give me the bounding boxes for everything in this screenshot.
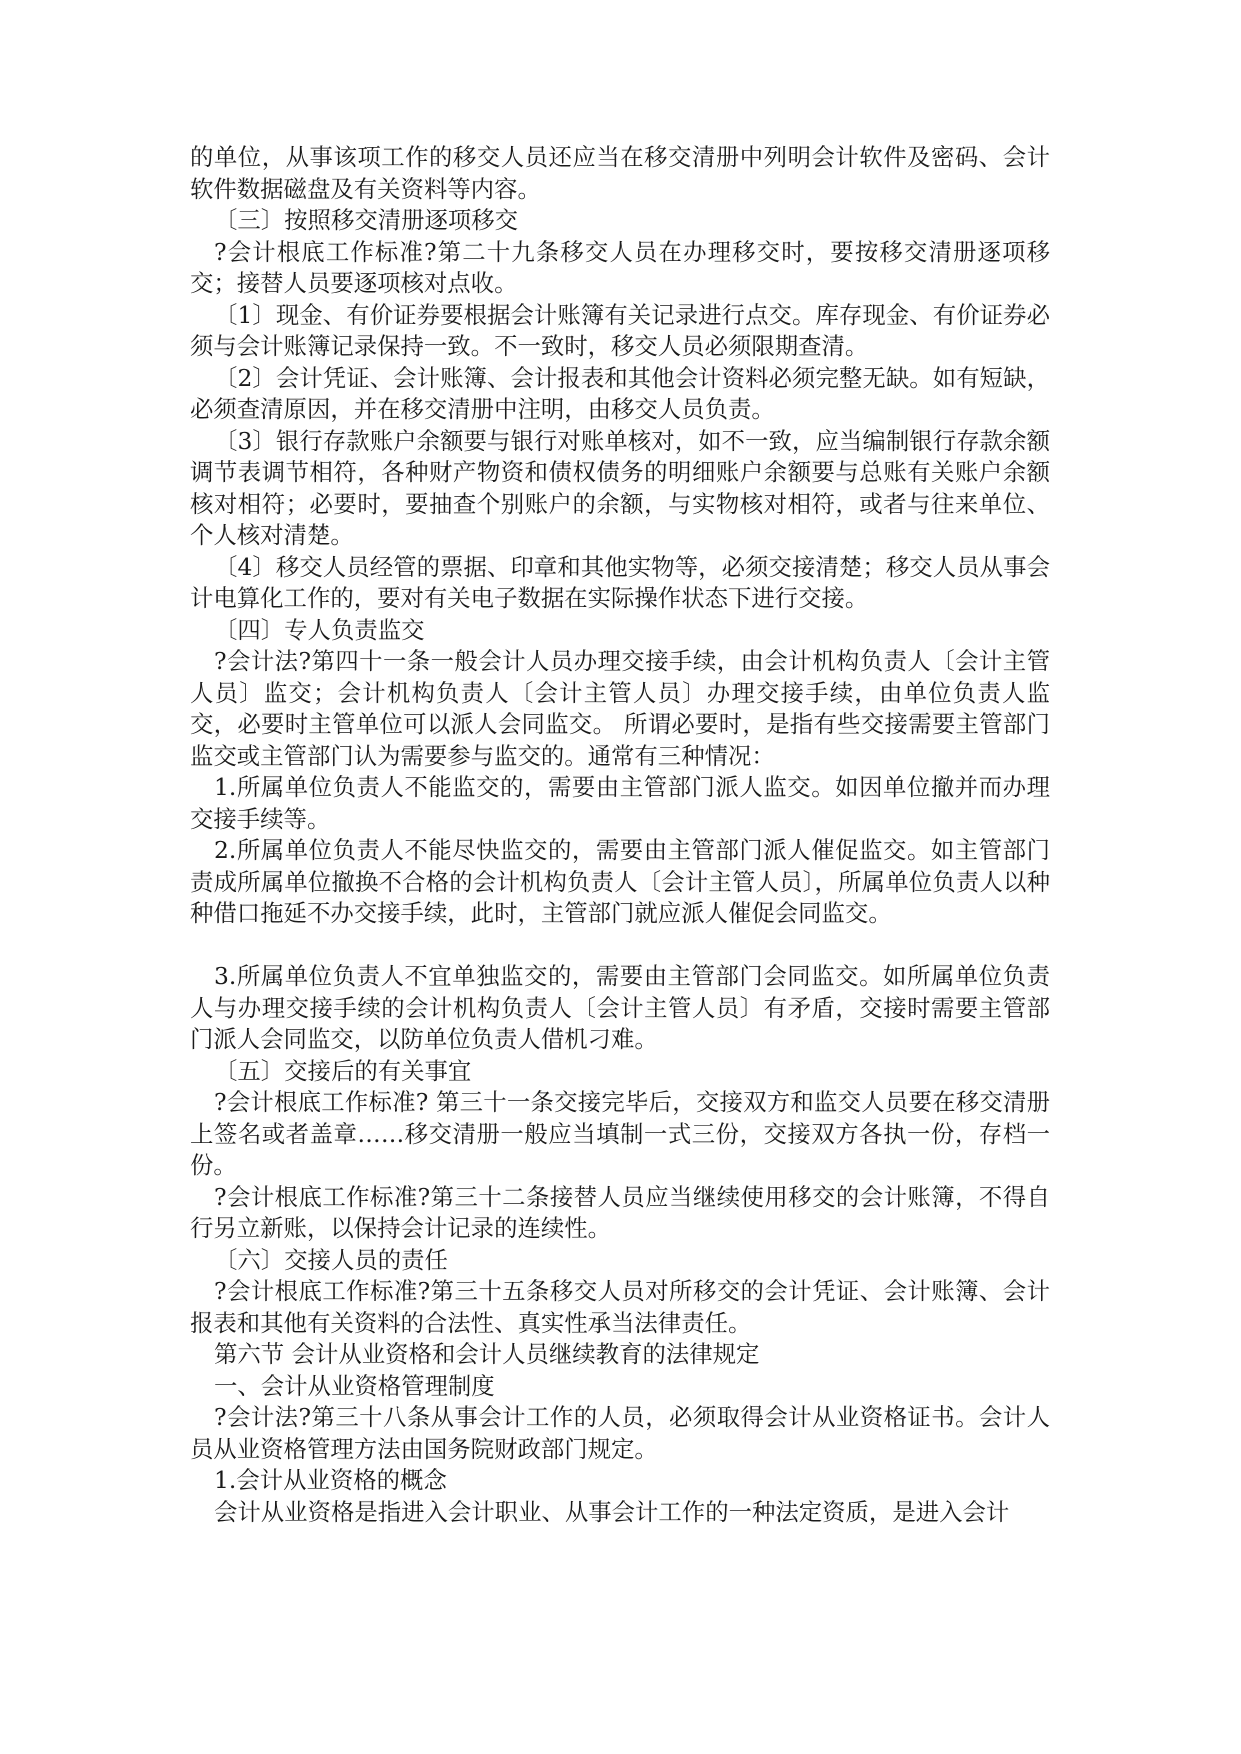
heading-section-3: 〔三〕按照移交清册逐项移交: [214, 206, 519, 234]
heading-section-6: 〔六〕交接人员的责任: [214, 1245, 448, 1274]
blank-line: [190, 930, 1050, 962]
paragraph-item-1: 〔1〕现金、有价证券要根据会计账簿有关记录进行点交。库存现金、有价证券必须与会计账簿记录保持一致。不一致时，移交人员必须限期查清。: [190, 300, 1050, 360]
heading-section-4: 〔四〕专人负责监交: [214, 615, 425, 644]
heading-qualification-system: 一、会计从业资格管理制度: [214, 1371, 495, 1400]
paragraph-item-2: 〔2〕会计凭证、会计账簿、会计报表和其他会计资料必须完整无缺。如有短缺，必须查清原因，并在移交清册中注明，由移交人员负责。: [190, 363, 1050, 423]
paragraph-article-32: ?会计根底工作标准?第三十二条接替人员应当继续使用移交的会计账簿，不得自行另立新账，以保持会计记录的连续性。: [190, 1182, 1050, 1242]
paragraph-software-handover: 的单位，从事该项工作的移交人员还应当在移交清册中列明会计软件及密码、会计软件数据磁盘及有关资料等内容。: [190, 143, 1050, 203]
paragraph-article-35: ?会计根底工作标准?第三十五条移交人员对所移交的会计凭证、会计账簿、会计报表和其他有关资料的合法性、真实性承当法律责任。: [190, 1277, 1050, 1337]
paragraph-qualification-definition: 会计从业资格是指进入会计职业、从事会计工作的一种法定资质，是进入会计: [214, 1497, 1010, 1526]
paragraph-item-4: 〔4〕移交人员经管的票据、印章和其他实物等，必须交接清楚；移交人员从事会计电算化工作的，要对有关电子数据在实际操作状态下进行交接。: [190, 552, 1050, 612]
heading-section-5: 〔五〕交接后的有关事宜: [214, 1056, 472, 1085]
paragraph-case-2: 2.所属单位负责人不能尽快监交的，需要由主管部门派人催促监交。如主管部门责成所属单位撤换不合格的会计机构负责人〔会计主管人员〕，所属单位负责人以种种借口拖延不办交接手续，此时，主管部门就应派人催促会同监交。: [190, 836, 1050, 927]
heading-qualification-concept: 1.会计从业资格的概念: [214, 1466, 447, 1494]
paragraph-item-3: 〔3〕银行存款账户余额要与银行对账单核对，如不一致，应当编制银行存款余额调节表调节相符，各种财产物资和债权债务的明细账户余额要与总账有关账户余额核对相符；必要时，要抽查个别账户的余额，与实物核对相符，或者与往来单位、个人核对清楚。: [190, 426, 1050, 549]
paragraph-case-1: 1.所属单位负责人不能监交的，需要由主管部门派人监交。如因单位撤并而办理交接手续等。: [190, 773, 1050, 833]
document-page: [190, 142, 1050, 1528]
heading-part-6: 第六节 会计从业资格和会计人员继续教育的法律规定: [214, 1340, 760, 1368]
paragraph-article-41: ?会计法?第四十一条一般会计人员办理交接手续，由会计机构负责人〔会计主管人员〕监交；会计机构负责人〔会计主管人员〕办理交接手续，由单位负责人监交，必要时主管单位可以派人会同监交。 所谓必要时，是指有些交接需要主管部门监交或主管部门认为需要参与监交的。通常有三种情况：: [190, 647, 1050, 770]
paragraph-case-3: 3.所属单位负责人不宜单独监交的，需要由主管部门会同监交。如所属单位负责人与办理交接手续的会计机构负责人〔会计主管人员〕有矛盾，交接时需要主管部门派人会同监交，以防单位负责人借机刁难。: [190, 962, 1050, 1053]
paragraph-article-29: ?会计根底工作标准?第二十九条移交人员在办理移交时，要按移交清册逐项移交；接替人员要逐项核对点收。: [190, 237, 1050, 297]
paragraph-article-31: ?会计根底工作标准? 第三十一条交接完毕后，交接双方和监交人员要在移交清册上签名或者盖章……移交清册一般应当填制一式三份，交接双方各执一份，存档一份。: [190, 1088, 1050, 1179]
paragraph-article-38: ?会计法?第三十八条从事会计工作的人员，必须取得会计从业资格证书。会计人员从业资格管理方法由国务院财政部门规定。: [190, 1403, 1050, 1463]
